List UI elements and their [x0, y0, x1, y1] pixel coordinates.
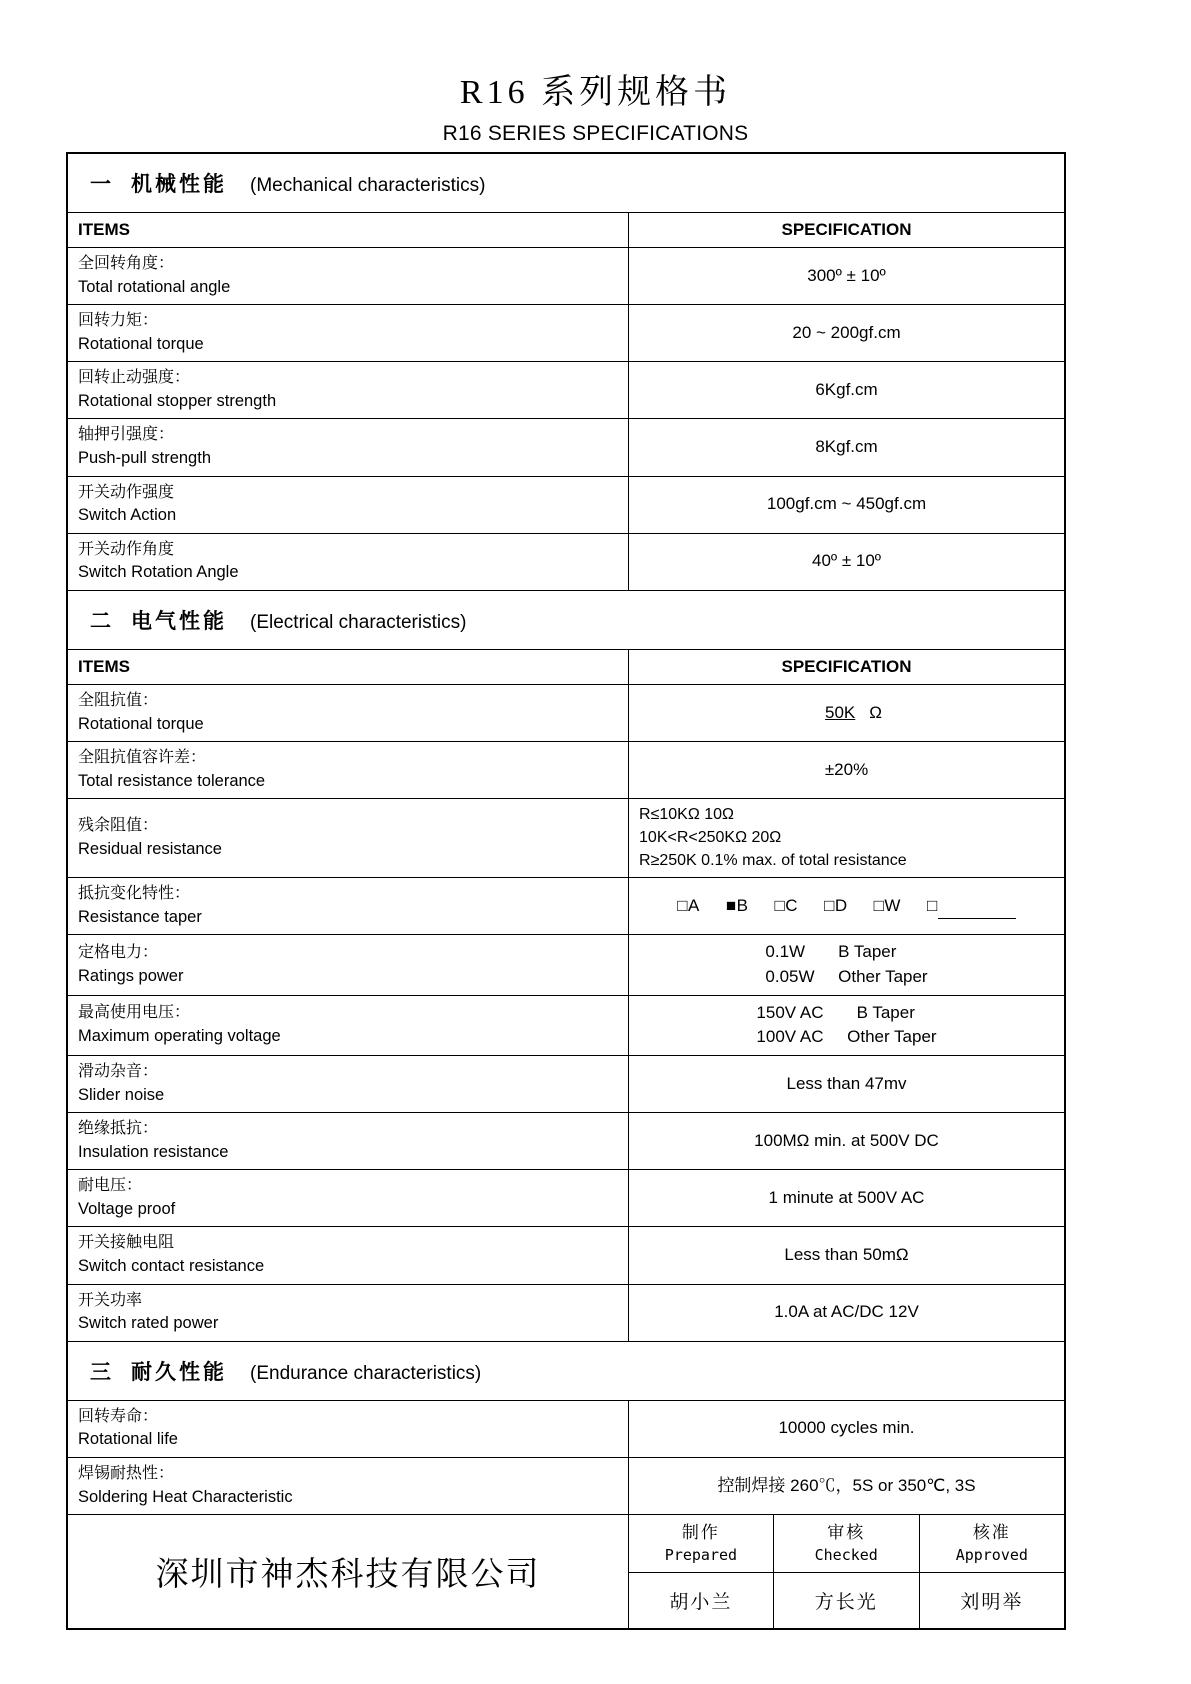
item-label-cn: 定格电力：	[78, 943, 159, 961]
taper-label: A	[688, 896, 700, 916]
section-1-title-cn: 机械性能	[131, 172, 227, 196]
item-cell	[67, 1284, 629, 1341]
taper-option-w[interactable]: □W	[873, 896, 901, 916]
section-1-title-en: (Mechanical characteristics)	[250, 175, 486, 196]
taper-option-a[interactable]: □A	[677, 896, 700, 916]
item-label-en: Slider noise	[78, 1085, 165, 1104]
item-label-cn: 抵抗变化特性：	[78, 885, 191, 903]
item-cell	[67, 741, 629, 798]
signature-role-prepared	[629, 1514, 774, 1572]
spec-cell: 10000 cycles min.	[629, 1400, 1065, 1457]
item-label-cn: 滑动杂音：	[78, 1062, 159, 1080]
spec-cell-resistance	[629, 684, 1065, 741]
spec-cell: 6Kgf.cm	[629, 362, 1065, 419]
item-label-en: Ratings power	[78, 966, 184, 985]
signature-role-en: Checked	[814, 1545, 878, 1564]
item-label-cn: 绝缘抵抗：	[78, 1120, 159, 1138]
spec-line: R≥250K 0.1% max. of total resistance	[639, 851, 907, 869]
item-label-en: Push-pull strength	[78, 449, 211, 468]
table-row	[67, 995, 1065, 1055]
item-label-en: Total rotational angle	[78, 277, 231, 296]
section-header-row	[67, 590, 1065, 649]
spec-cell: 100MΩ min. at 500V DC	[629, 1113, 1065, 1170]
item-cell	[67, 1170, 629, 1227]
item-cell	[67, 476, 629, 533]
column-header-spec-2: SPECIFICATION	[629, 649, 1065, 684]
section-header-row	[67, 1341, 1065, 1400]
item-label-cn: 回转寿命：	[78, 1407, 159, 1425]
table-header-row	[67, 213, 1065, 248]
section-2-title-en: (Electrical characteristics)	[250, 611, 467, 633]
spec-cell: 20 ~ 200gf.cm	[629, 305, 1065, 362]
section-2-number: 二	[90, 608, 114, 633]
spec-cell: 1.0A at AC/DC 12V	[629, 1284, 1065, 1341]
taper-option-b[interactable]: ■B	[725, 896, 749, 916]
resistance-unit: Ω	[869, 702, 882, 722]
item-label-cn: 全回转角度：	[78, 255, 175, 272]
taper-option-c[interactable]: □C	[774, 896, 799, 916]
item-label-cn: 全阻抗值：	[78, 691, 159, 709]
table-row	[67, 1170, 1065, 1227]
section-3-header	[67, 1341, 1065, 1400]
item-label-cn: 残余阻值：	[78, 817, 159, 835]
spec-cell: 控制焊接 260℃，5S or 350℃, 3S	[629, 1457, 1065, 1514]
signature-role-cn: 制作	[681, 1522, 720, 1542]
item-label-en: Rotational stopper strength	[78, 392, 277, 410]
table-row	[67, 476, 1065, 533]
column-header-items-2: ITEMS	[67, 649, 629, 684]
section-header-row	[67, 153, 1065, 213]
item-cell	[67, 878, 629, 935]
item-cell	[67, 1055, 629, 1112]
section-2-header	[67, 590, 1065, 649]
footer-signature-header-row	[67, 1514, 1065, 1572]
spec-line: 100V AC Other Taper	[756, 1027, 937, 1047]
spec-cell-voltage	[629, 995, 1065, 1055]
spec-cell: ±20%	[629, 741, 1065, 798]
table-row	[67, 878, 1065, 935]
spec-line: 0.05W Other Taper	[765, 967, 928, 987]
table-row	[67, 305, 1065, 362]
signature-name-prepared: 胡小兰	[629, 1572, 774, 1629]
table-row	[67, 1400, 1065, 1457]
spec-cell: 1 minute at 500V AC	[629, 1170, 1065, 1227]
spec-cell: Less than 50mΩ	[629, 1227, 1065, 1284]
item-label-en: Resistance taper	[78, 908, 202, 926]
taper-label: B	[736, 896, 749, 916]
signature-role-approved	[919, 1514, 1065, 1572]
item-label-en: Switch contact resistance	[78, 1257, 265, 1276]
item-cell	[67, 684, 629, 741]
item-cell	[67, 1227, 629, 1284]
table-row	[67, 1284, 1065, 1341]
company-name: 深圳市神杰科技有限公司	[67, 1514, 629, 1628]
item-label-en: Switch Action	[78, 506, 177, 525]
spec-cell-ratings	[629, 935, 1065, 995]
item-label-cn: 开关动作角度	[78, 540, 175, 558]
table-row	[67, 1113, 1065, 1170]
item-label-en: Residual resistance	[78, 839, 222, 858]
taper-option-d[interactable]: □D	[824, 896, 848, 916]
taper-option-other[interactable]: □	[927, 896, 1016, 915]
item-cell	[67, 1113, 629, 1170]
section-3-title-en: (Endurance characteristics)	[250, 1362, 482, 1384]
table-header-row	[67, 649, 1065, 684]
item-cell	[67, 305, 629, 362]
item-label-cn: 耐电压：	[78, 1177, 143, 1195]
table-row	[67, 248, 1065, 305]
item-label-cn: 最高使用电压：	[78, 1004, 191, 1022]
spec-cell: Less than 47mv	[629, 1055, 1065, 1112]
spec-cell: 40º ± 10º	[629, 533, 1065, 590]
spec-line: 150V AC B Taper	[756, 1002, 915, 1022]
table-row	[67, 1055, 1065, 1112]
taper-options	[637, 894, 1056, 919]
spec-line: R≤10KΩ 10Ω	[639, 806, 734, 824]
table-row	[67, 533, 1065, 590]
item-cell	[67, 1400, 629, 1457]
item-label-en: Switch rated power	[78, 1314, 219, 1333]
item-cell	[67, 533, 629, 590]
item-cell	[67, 935, 629, 995]
table-row	[67, 799, 1065, 878]
signature-role-en: Prepared	[664, 1545, 738, 1564]
item-label-en: Rotational torque	[78, 334, 204, 353]
spec-cell: 8Kgf.cm	[629, 419, 1065, 476]
signature-name-approved: 刘明举	[919, 1572, 1065, 1629]
table-row	[67, 684, 1065, 741]
signature-role-en: Approved	[955, 1545, 1028, 1564]
taper-label: W	[884, 896, 901, 916]
signature-role-checked	[773, 1514, 919, 1572]
item-label-en: Insulation resistance	[78, 1142, 229, 1161]
resistance-value: 50K	[825, 702, 856, 722]
column-header-items-1: ITEMS	[67, 213, 629, 248]
taper-blank-field[interactable]	[938, 903, 1016, 919]
table-row	[67, 362, 1065, 419]
spec-cell-taper	[629, 878, 1065, 935]
table-row	[67, 741, 1065, 798]
page-title-en: R16 SERIES SPECIFICATIONS	[442, 121, 749, 145]
item-label-en: Total resistance tolerance	[78, 771, 266, 790]
spec-cell: 100gf.cm ~ 450gf.cm	[629, 476, 1065, 533]
section-3-title-cn: 耐久性能	[131, 1359, 227, 1384]
item-cell	[67, 799, 629, 878]
table-row	[67, 1457, 1065, 1514]
item-label-en: Switch Rotation Angle	[78, 563, 239, 582]
table-row	[67, 419, 1065, 476]
item-cell	[67, 995, 629, 1055]
spec-line: 0.1W B Taper	[765, 942, 897, 962]
spec-line: 10K<R<250KΩ 20Ω	[639, 828, 782, 846]
item-label-en: Maximum operating voltage	[78, 1026, 281, 1045]
item-label-cn: 开关动作强度	[78, 483, 175, 501]
item-label-cn: 回转力矩：	[78, 312, 159, 330]
taper-label: D	[834, 896, 848, 916]
section-2-title-cn: 电气性能	[131, 608, 227, 633]
signature-role-cn: 核准	[972, 1522, 1011, 1542]
section-1-number: 一	[90, 172, 114, 196]
signature-name-checked: 方长光	[773, 1572, 919, 1629]
item-label-cn: 回转止动强度：	[78, 369, 191, 387]
item-label-cn: 轴押引强度：	[78, 426, 175, 444]
page-title-cn: R16 系列规格书	[459, 74, 732, 111]
item-label-cn: 开关接触电阻	[78, 1234, 175, 1252]
item-label-cn: 开关功率	[78, 1291, 143, 1309]
specifications-table	[66, 152, 1066, 1630]
document-title-block	[0, 0, 1191, 146]
table-row	[67, 935, 1065, 995]
item-cell	[67, 248, 629, 305]
item-label-en: Rotational torque	[78, 714, 204, 733]
item-cell	[67, 1457, 629, 1514]
column-header-spec-1: SPECIFICATION	[629, 213, 1065, 248]
table-row	[67, 1227, 1065, 1284]
item-cell	[67, 362, 629, 419]
item-label-cn: 焊锡耐热性：	[78, 1464, 175, 1482]
section-1-header	[67, 153, 1065, 213]
item-label-cn: 全阻抗值容许差：	[78, 748, 207, 766]
item-cell	[67, 419, 629, 476]
signature-role-cn: 审核	[827, 1522, 866, 1542]
spec-cell: 300º ± 10º	[629, 248, 1065, 305]
item-label-en: Voltage proof	[78, 1199, 176, 1218]
item-label-en: Rotational life	[78, 1430, 178, 1449]
section-3-number: 三	[90, 1359, 114, 1384]
item-label-en: Soldering Heat Characteristic	[78, 1487, 293, 1506]
spec-cell-residual	[629, 799, 1065, 878]
taper-label: C	[785, 896, 799, 916]
